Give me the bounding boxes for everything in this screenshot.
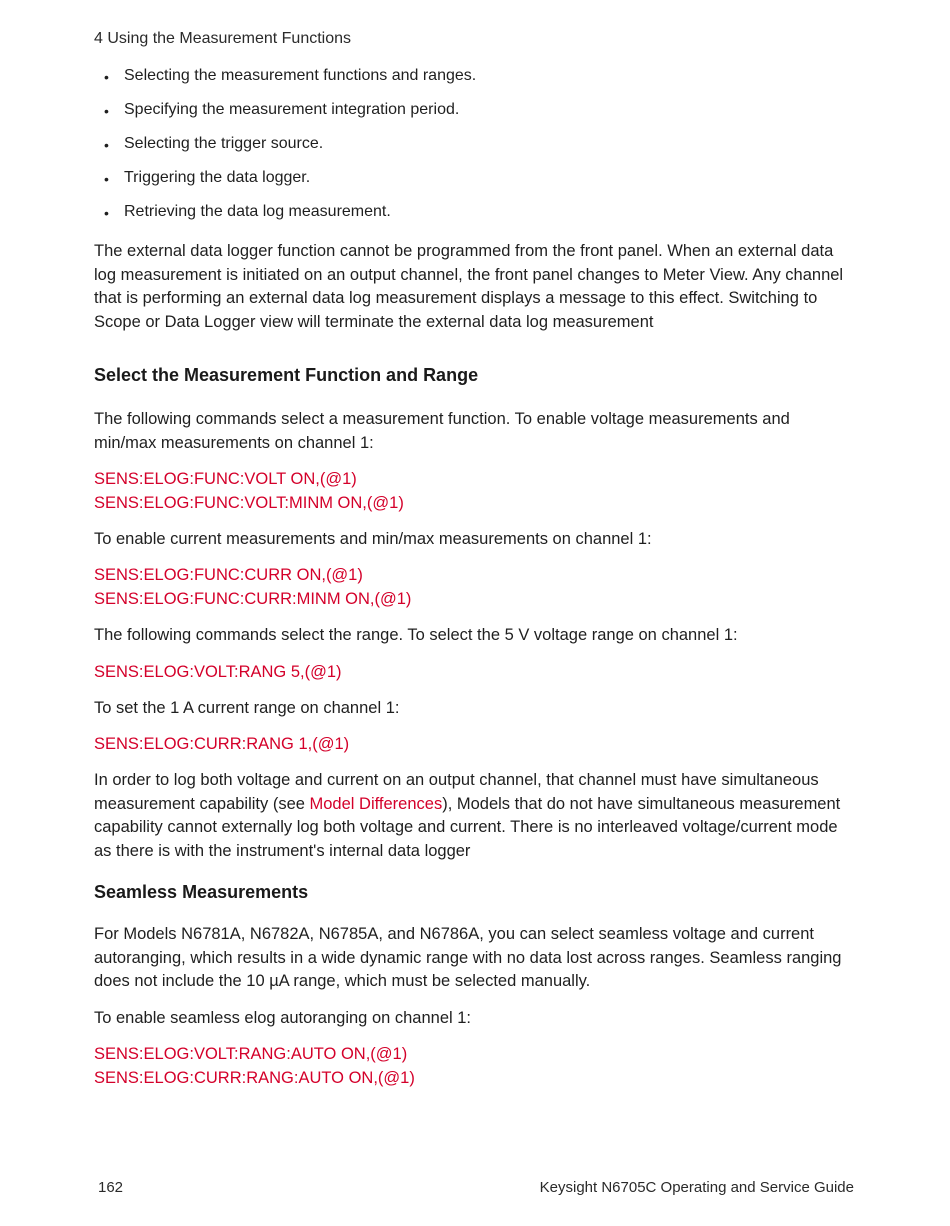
section-heading — [94, 882, 854, 903]
code-block-autorange — [94, 1042, 854, 1090]
paragraph — [94, 624, 854, 648]
section-title-function-range: Select the Measurement Function and Range — [94, 365, 479, 385]
guide-title: Keysight N6705C Operating and Service Guide — [539, 1179, 854, 1196]
paragraph — [94, 697, 854, 721]
code-line: SENS:ELOG:CURR:RANG 1,(@1) — [94, 735, 350, 753]
intro-text: The external data logger function cannot be programmed from the front panel. When an external data log measurement is initiated on an output channel, the front panel changes to Meter View. Any channel that is performing an external data log measurement displays a message to this effect. Switching to Scope or Data Logger view will terminate the external data log measurement — [94, 242, 844, 331]
list-item: • Selecting the measurement functions and ranges. — [94, 66, 476, 100]
running-header: 4 Using the Measurement Functions — [94, 30, 352, 47]
model-differences-link[interactable]: Model Differences — [309, 794, 443, 813]
page-number: 162 — [98, 1179, 124, 1196]
code-line: SENS:ELOG:FUNC:VOLT:MINM ON,(@1) — [94, 494, 404, 512]
paragraph-text: To enable current measurements and min/max measurements on channel 1: — [94, 530, 652, 548]
task-list — [94, 66, 476, 236]
text-span: ), Models that do not have simultaneous measurement capability cannot externally log both voltage and current. There is no interleaved voltage/current mode as there is with the instrument's internal data logger — [94, 794, 841, 860]
paragraph-text: To set the 1 A current range on channel 1: — [94, 699, 400, 717]
code-line: SENS:ELOG:VOLT:RANG 5,(@1) — [94, 663, 342, 681]
text-span: In order to log both voltage and current on an output channel, that channel must have simultaneous measurement capability (see — [94, 771, 819, 813]
list-item: • Triggering the data logger. — [94, 168, 476, 202]
code-block-curr-func — [94, 563, 854, 611]
paragraph-simultaneous — [94, 769, 854, 863]
section-heading — [94, 365, 854, 386]
list-item: • Selecting the trigger source. — [94, 134, 476, 168]
paragraph-text: To enable seamless elog autoranging on channel 1: — [94, 1009, 472, 1027]
paragraph — [94, 408, 854, 455]
paragraph — [94, 528, 854, 552]
code-line: SENS:ELOG:FUNC:VOLT ON,(@1) — [94, 470, 357, 488]
code-line: SENS:ELOG:FUNC:CURR:MINM ON,(@1) — [94, 590, 412, 608]
paragraph-text: For Models N6781A, N6782A, N6785A, and N6786A, you can select seamless voltage and current autoranging, which results in a wide dynamic range with no data lost across ranges. Seamless ranging does not include the 10 µA range, which must be selected manually. — [94, 925, 842, 990]
section-title-seamless: Seamless Measurements — [94, 882, 309, 902]
code-line: SENS:ELOG:CURR:RANG:AUTO ON,(@1) — [94, 1069, 415, 1087]
paragraph — [94, 923, 854, 994]
list-item: • Specifying the measurement integration period. — [94, 100, 476, 134]
code-line: SENS:ELOG:VOLT:RANG:AUTO ON,(@1) — [94, 1045, 408, 1063]
code-block-curr-range — [94, 732, 854, 756]
code-block-volt-func — [94, 467, 854, 515]
code-line: SENS:ELOG:FUNC:CURR ON,(@1) — [94, 566, 363, 584]
paragraph-text: The following commands select a measurement function. To enable voltage measurements and min/max measurements on channel 1: — [94, 410, 790, 452]
list-item: • Retrieving the data log measurement. — [94, 202, 476, 236]
paragraph-text: The following commands select the range. To select the 5 V voltage range on channel 1: — [94, 626, 738, 644]
paragraph-text — [94, 769, 854, 863]
code-block-volt-range — [94, 660, 854, 684]
paragraph — [94, 1007, 854, 1031]
intro-paragraph — [94, 240, 854, 334]
